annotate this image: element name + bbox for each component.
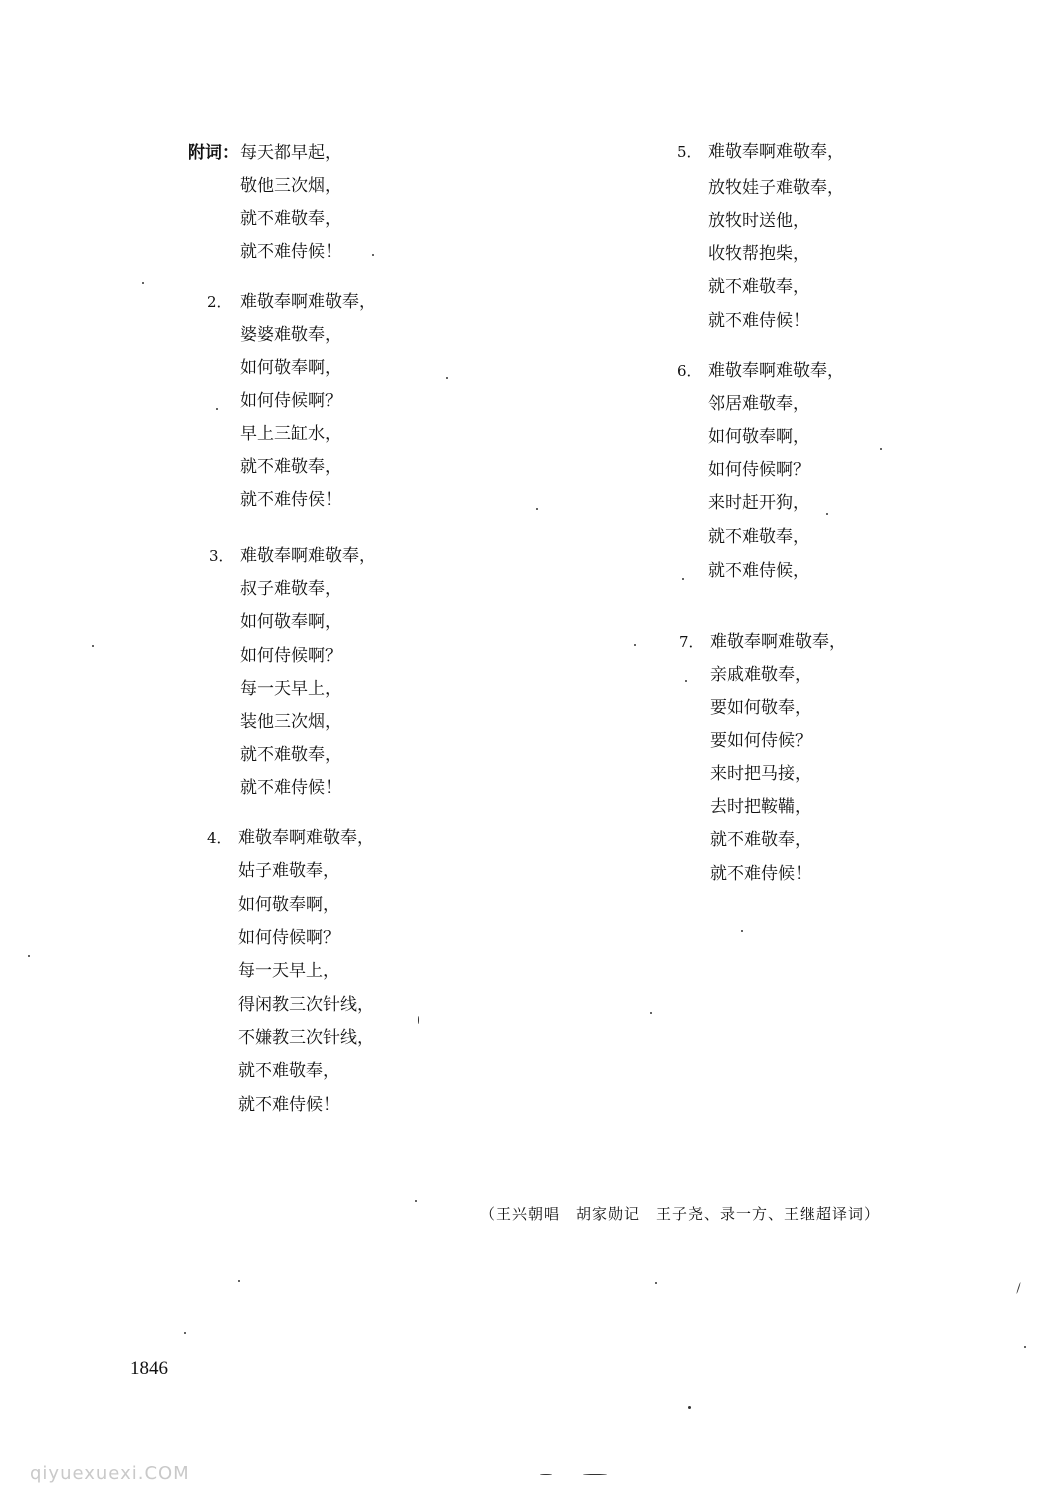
lyric-line: 如何侍候啊？ [240, 391, 342, 411]
lyric-line: 要如何敬奉， [710, 698, 812, 718]
lyric-line: 敬他三次烟， [240, 176, 342, 196]
lyric-line: 就不难侍侯！ [240, 490, 342, 510]
lyric-line: 就不难敬奉， [240, 745, 342, 765]
lyric-line: 难敬奉啊难敬奉， [708, 361, 844, 381]
lyric-line: 收牧帮抱柴， [708, 244, 810, 264]
speck [415, 1200, 417, 1202]
lyric-line: 就不难敬奉， [238, 1061, 340, 1081]
lyric-line: 难敬奉啊难敬奉， [240, 546, 376, 566]
stanza-number: 6． [677, 362, 702, 380]
stanza-number: 7． [679, 633, 704, 651]
lyric-line: 如何侍候啊？ [708, 460, 810, 480]
lyric-line: 就不难侍候， [708, 561, 810, 581]
speck [1016, 1282, 1021, 1294]
lyric-line: 就不难敬奉， [708, 527, 810, 547]
lyric-line: 难敬奉啊难敬奉， [240, 292, 376, 312]
performer-credits: （王兴朝唱 胡家勋记 王子尧、录一方、王继超译词） [480, 1205, 881, 1223]
speck [536, 508, 538, 510]
lyric-line: 难敬奉啊难敬奉， [708, 142, 844, 162]
lyric-line: 放牧娃子难敬奉， [708, 178, 844, 198]
speck [238, 1280, 240, 1282]
stanza-number: 4． [207, 829, 232, 847]
speck [142, 282, 144, 284]
speck [682, 578, 684, 580]
speck [685, 680, 687, 682]
lyric-line: 就不难侍候！ [708, 311, 810, 331]
lyric-line: 就不难敬奉， [240, 209, 342, 229]
lyric-line: 就不难侍候！ [240, 778, 342, 798]
speck [184, 1332, 186, 1334]
site-watermark: qiyuexuexi.COM [30, 1463, 190, 1484]
speck [446, 377, 448, 379]
speck [540, 1474, 552, 1475]
lyric-line: 就不难敬奉， [710, 830, 812, 850]
lyric-line: 如何敬奉啊， [240, 612, 342, 632]
speck [372, 254, 374, 256]
lyric-line: 放牧时送他， [708, 211, 810, 231]
speck [28, 955, 30, 957]
speck [92, 645, 94, 647]
lyric-line: 去时把鞍鞴， [710, 797, 812, 817]
lyric-line: 就不难侍候！ [240, 242, 342, 262]
speck [1024, 1346, 1026, 1348]
lyric-line: 就不难侍候！ [238, 1095, 340, 1115]
lyric-line: 如何敬奉啊， [708, 427, 810, 447]
stanza-number: 5． [677, 143, 702, 161]
lyric-line: 如何敬奉啊， [240, 358, 342, 378]
speck [741, 930, 743, 932]
lyric-line: 亲戚难敬奉， [710, 665, 812, 685]
speck [650, 1012, 652, 1014]
lyric-line: 难敬奉啊难敬奉， [238, 828, 374, 848]
lyric-line: 姑子难敬奉， [238, 861, 340, 881]
lyric-line: 不嫌教三次针线， [238, 1028, 374, 1048]
lyric-line: 就不难敬奉， [240, 457, 342, 477]
lyric-line: 难敬奉啊难敬奉， [710, 632, 846, 652]
speck [583, 1474, 607, 1475]
lyric-line: 就不难侍候！ [710, 864, 812, 884]
stanza-number: 3． [209, 547, 234, 565]
lyric-line: 婆婆难敬奉， [240, 325, 342, 345]
page-number: 1846 [130, 1358, 168, 1379]
lyric-line: 要如何侍候？ [710, 731, 812, 751]
lyric-line: 得闲教三次针线， [238, 995, 374, 1015]
lyric-line: 来时把马接， [710, 764, 812, 784]
lyric-line: 如何敬奉啊， [238, 895, 340, 915]
lyric-line: 每一天早上， [240, 679, 342, 699]
lyric-line: 来时赶开狗， [708, 493, 810, 513]
lyric-line: 就不难敬奉， [708, 277, 810, 297]
stanza-number: 2． [207, 293, 232, 311]
lyric-line: 邻居难敬奉， [708, 394, 810, 414]
speck [688, 1406, 691, 1409]
appendix-label: 附词： [188, 143, 239, 163]
lyric-line: 如何侍候啊？ [238, 928, 340, 948]
speck [216, 408, 218, 410]
lyric-line: 早上三缸水， [240, 424, 342, 444]
lyric-line: 每天都早起， [240, 143, 342, 163]
speck [880, 448, 882, 450]
lyric-line: 每一天早上， [238, 961, 340, 981]
lyric-line: 叔子难敬奉， [240, 579, 342, 599]
speck [634, 644, 636, 646]
lyric-line: 装他三次烟， [240, 712, 342, 732]
speck [655, 1282, 657, 1284]
lyric-line: 如何侍候啊？ [240, 646, 342, 666]
speck [826, 513, 828, 515]
speck [418, 1016, 419, 1024]
